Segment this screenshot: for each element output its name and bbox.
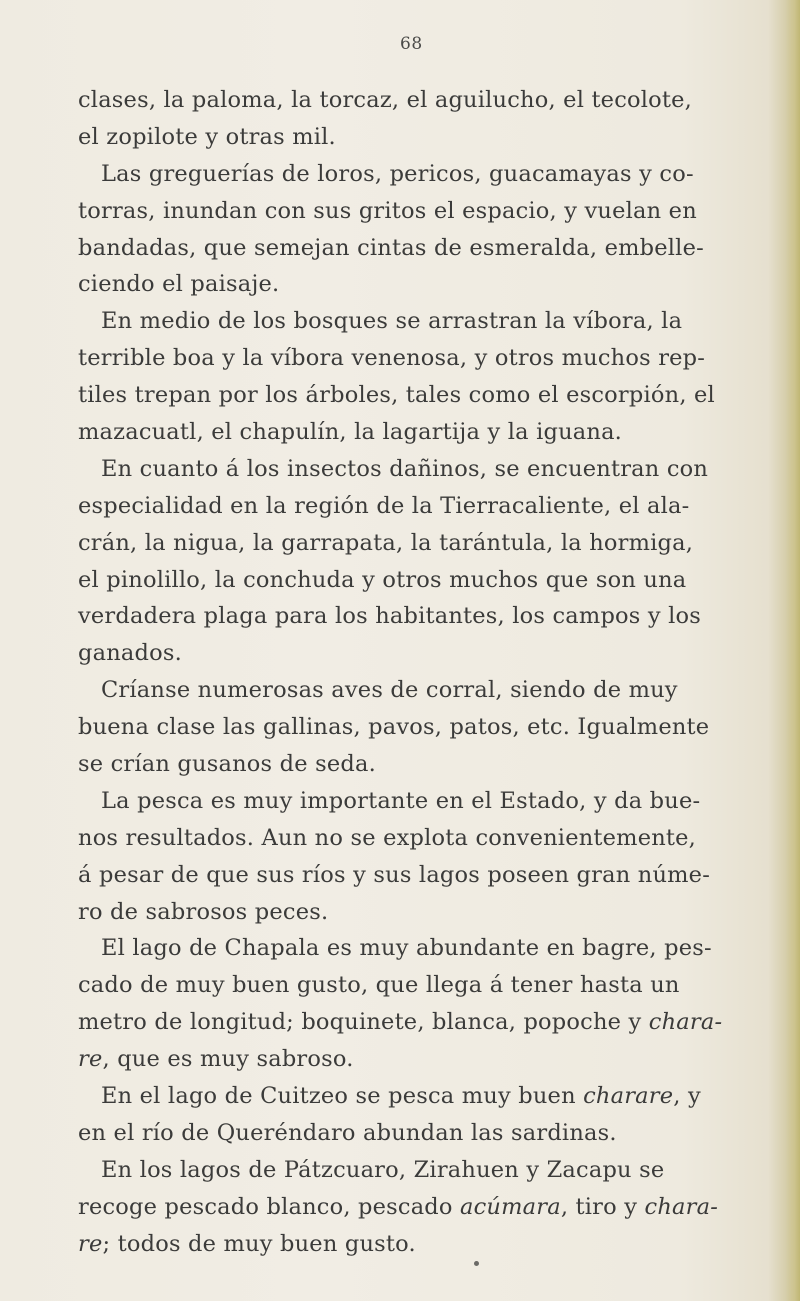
- body-text: [78, 82, 748, 1263]
- text-line: el zopilote y otras mil.: [78, 123, 336, 150]
- text-line: En el lago de Cuitzeo se pesca muy buen charare, y: [101, 1083, 701, 1110]
- text-line: buena clase las gallinas, pavos, patos, etc. Igualmente: [78, 714, 710, 741]
- text-line: en el río de Queréndaro abundan las sardinas.: [78, 1119, 617, 1146]
- text-line: terrible boa y la víbora venenosa, y otros muchos rep-: [78, 345, 706, 372]
- text-line: re; todos de muy buen gusto.: [78, 1230, 416, 1257]
- text-line: cado de muy buen gusto, que llega á tener hasta un: [78, 972, 680, 999]
- page-edge-shadow: [786, 0, 800, 1301]
- text-line: recoge pescado blanco, pescado acúmara, tiro y chara-: [78, 1193, 718, 1220]
- text-line: mazacuatl, el chapulín, la lagartija y la iguana.: [78, 419, 623, 446]
- text-line: ro de sabrosos peces.: [78, 898, 329, 925]
- text-line: el pinolillo, la conchuda y otros muchos que son una: [78, 566, 687, 593]
- text-line: verdadera plaga para los habitantes, los campos y los: [78, 603, 702, 630]
- text-line: Las greguerías de loros, pericos, guacamayas y co-: [101, 160, 694, 187]
- text-line: ciendo el paisaje.: [78, 271, 280, 298]
- text-line: re, que es muy sabroso.: [78, 1046, 354, 1073]
- text-line: En medio de los bosques se arrastran la víbora, la: [101, 308, 683, 335]
- text-line: nos resultados. Aun no se explota convenientemente,: [78, 824, 697, 851]
- ink-speck: [474, 1261, 479, 1266]
- text-line: crán, la nigua, la garrapata, la tarántula, la hormiga,: [78, 529, 694, 556]
- text-line: Críanse numerosas aves de corral, siendo de muy: [101, 677, 678, 704]
- text-line: tiles trepan por los árboles, tales como el escorpión, el: [78, 382, 715, 409]
- text-line: bandadas, que semejan cintas de esmeralda, embelle-: [78, 234, 704, 261]
- text-line: especialidad en la región de la Tierracaliente, el ala-: [78, 492, 690, 519]
- page-number: 68: [400, 34, 423, 54]
- text-line: ganados.: [78, 640, 182, 667]
- text-line: En cuanto á los insectos dañinos, se encuentran con: [101, 455, 709, 482]
- text-line: á pesar de que sus ríos y sus lagos poseen gran núme-: [78, 861, 710, 888]
- text-line: torras, inundan con sus gritos el espacio, y vuelan en: [78, 197, 697, 224]
- text-line: La pesca es muy importante en el Estado, y da bue-: [101, 787, 701, 814]
- text-line: se crían gusanos de seda.: [78, 751, 376, 778]
- text-line: En los lagos de Pátzcuaro, Zirahuen y Zacapu se: [101, 1156, 665, 1183]
- text-line: metro de longitud; boquinete, blanca, popoche y chara-: [78, 1009, 723, 1036]
- text-line: El lago de Chapala es muy abundante en bagre, pes-: [101, 935, 712, 962]
- text-line: clases, la paloma, la torcaz, el aguilucho, el tecolote,: [78, 87, 692, 113]
